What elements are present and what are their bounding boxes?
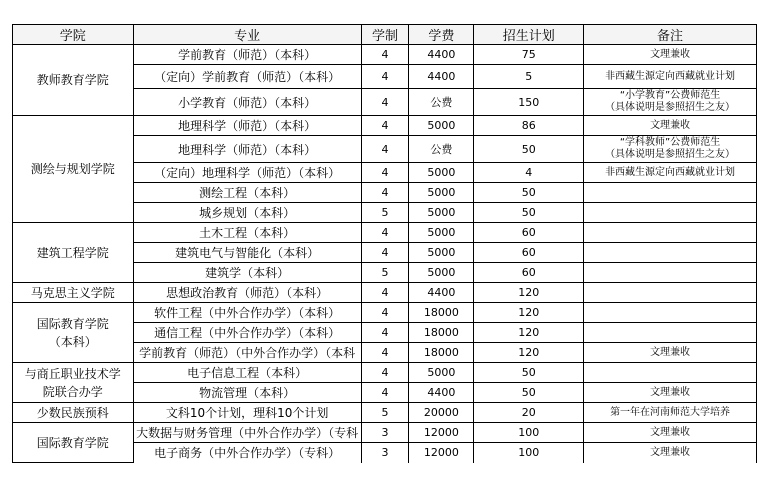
duration-cell: 5 [361, 203, 409, 223]
plan-cell: 120 [474, 323, 584, 343]
note-cell [584, 223, 757, 243]
college-cell: 马克思主义学院 [13, 283, 134, 303]
tuition-cell: 公费 [409, 136, 474, 163]
duration-cell: 4 [361, 383, 409, 403]
duration-cell: 4 [361, 163, 409, 183]
note-cell: 文理兼收 [584, 45, 757, 65]
tuition-cell: 5000 [409, 243, 474, 263]
plan-cell: 120 [474, 303, 584, 323]
college-cell: 建筑工程学院 [13, 223, 134, 283]
admissions-table [12, 24, 757, 463]
note-cell: 文理兼收 [584, 443, 757, 463]
major-cell: 思想政治教育（师范）（本科） [133, 283, 361, 303]
college-cell [13, 303, 134, 363]
table-row [13, 303, 757, 323]
major-cell: 地理科学（师范）（本科） [133, 136, 361, 163]
tuition-cell: 4400 [409, 65, 474, 89]
header-note: 备注 [584, 25, 757, 45]
plan-cell: 75 [474, 45, 584, 65]
plan-cell: 60 [474, 223, 584, 243]
header-tuition: 学费 [409, 25, 474, 45]
header-college: 学院 [13, 25, 134, 45]
plan-cell: 86 [474, 116, 584, 136]
major-cell: （定向）学前教育（师范）（本科） [133, 65, 361, 89]
college-line: 院联合办学 [42, 384, 103, 399]
note-line: （具体说明是参照招生之友） [605, 102, 736, 113]
college-cell: 国际教育学院 [13, 423, 134, 463]
tuition-cell: 5000 [409, 203, 474, 223]
major-cell: 物流管理（本科） [133, 383, 361, 403]
major-cell: 电子信息工程（本科） [133, 363, 361, 383]
duration-cell: 4 [361, 223, 409, 243]
tuition-cell: 4400 [409, 45, 474, 65]
note-cell [584, 283, 757, 303]
plan-cell: 100 [474, 443, 584, 463]
note-cell [584, 183, 757, 203]
major-cell: 大数据与财务管理（中外合作办学）（专科 [133, 423, 361, 443]
tuition-cell: 5000 [409, 183, 474, 203]
tuition-cell: 18000 [409, 323, 474, 343]
header-plan: 招生计划 [474, 25, 584, 45]
tuition-cell: 12000 [409, 423, 474, 443]
college-cell: 教师教育学院 [13, 45, 134, 116]
college-cell: 测绘与规划学院 [13, 116, 134, 223]
duration-cell: 4 [361, 303, 409, 323]
tuition-cell: 5000 [409, 223, 474, 243]
major-cell: 建筑电气与智能化（本科） [133, 243, 361, 263]
plan-cell: 120 [474, 283, 584, 303]
duration-cell: 4 [361, 136, 409, 163]
note-cell [584, 303, 757, 323]
duration-cell: 4 [361, 323, 409, 343]
tuition-cell: 4400 [409, 283, 474, 303]
duration-cell: 5 [361, 263, 409, 283]
plan-cell: 20 [474, 403, 584, 423]
plan-cell: 60 [474, 263, 584, 283]
plan-cell: 5 [474, 65, 584, 89]
note-cell [584, 203, 757, 223]
note-cell: 文理兼收 [584, 383, 757, 403]
plan-cell: 50 [474, 203, 584, 223]
note-cell: 文理兼收 [584, 343, 757, 363]
note-cell: 非西藏生源定向西藏就业计划 [584, 163, 757, 183]
plan-cell: 60 [474, 243, 584, 263]
major-cell: （定向）地理科学（师范）（本科） [133, 163, 361, 183]
college-line: 国际教育学院 [36, 316, 109, 331]
note-line: “学科教师”公费师范生 [619, 137, 721, 148]
major-cell: 软件工程（中外合作办学）（本科） [133, 303, 361, 323]
duration-cell: 3 [361, 443, 409, 463]
duration-cell: 3 [361, 423, 409, 443]
duration-cell: 4 [361, 89, 409, 116]
tuition-cell: 20000 [409, 403, 474, 423]
plan-cell: 120 [474, 343, 584, 363]
duration-cell: 4 [361, 283, 409, 303]
table-row [13, 423, 757, 443]
duration-cell: 5 [361, 403, 409, 423]
note-line: “小学教育”公费师范生 [619, 90, 721, 101]
plan-cell: 50 [474, 383, 584, 403]
major-cell: 建筑学（本科） [133, 263, 361, 283]
plan-cell: 4 [474, 163, 584, 183]
note-cell: 第一年在河南师范大学培养 [584, 403, 757, 423]
note-cell [584, 263, 757, 283]
major-cell: 学前教育（师范）（本科） [133, 45, 361, 65]
college-line: （本科） [48, 334, 97, 349]
major-cell: 土木工程（本科） [133, 223, 361, 243]
table-row [13, 283, 757, 303]
plan-cell: 100 [474, 423, 584, 443]
major-cell: 学前教育（师范）（中外合作办学）（本科 [133, 343, 361, 363]
plan-cell: 50 [474, 183, 584, 203]
major-cell: 文科10个计划，理科10个计划 [133, 403, 361, 423]
table-row [13, 45, 757, 65]
duration-cell: 4 [361, 243, 409, 263]
note-cell: 文理兼收 [584, 423, 757, 443]
college-cell [13, 363, 134, 403]
header-major: 专业 [133, 25, 361, 45]
major-cell: 测绘工程（本科） [133, 183, 361, 203]
plan-cell: 150 [474, 89, 584, 116]
tuition-cell: 公费 [409, 89, 474, 116]
tuition-cell: 4400 [409, 383, 474, 403]
table-row [13, 363, 757, 383]
major-cell: 通信工程（中外合作办学）（本科） [133, 323, 361, 343]
tuition-cell: 5000 [409, 263, 474, 283]
table-row [13, 403, 757, 423]
major-cell: 小学教育（师范）（本科） [133, 89, 361, 116]
header-row [13, 25, 757, 45]
tuition-cell: 12000 [409, 443, 474, 463]
admissions-table-sheet [12, 24, 757, 463]
tuition-cell: 5000 [409, 163, 474, 183]
plan-cell: 50 [474, 136, 584, 163]
header-duration: 学制 [361, 25, 409, 45]
table-row [13, 223, 757, 243]
note-cell: 文理兼收 [584, 116, 757, 136]
major-cell: 地理科学（师范）（本科） [133, 116, 361, 136]
tuition-cell: 18000 [409, 343, 474, 363]
tuition-cell: 18000 [409, 303, 474, 323]
plan-cell: 50 [474, 363, 584, 383]
note-cell [584, 136, 757, 163]
note-cell [584, 323, 757, 343]
major-cell: 电子商务（中外合作办学）（专科） [133, 443, 361, 463]
note-cell [584, 89, 757, 116]
college-line: 与商丘职业技术学 [24, 366, 121, 381]
duration-cell: 4 [361, 116, 409, 136]
note-cell: 非西藏生源定向西藏就业计划 [584, 65, 757, 89]
college-cell: 少数民族预科 [13, 403, 134, 423]
duration-cell: 4 [361, 65, 409, 89]
duration-cell: 4 [361, 45, 409, 65]
major-cell: 城乡规划（本科） [133, 203, 361, 223]
note-line: （具体说明是参照招生之友） [605, 149, 736, 160]
note-cell [584, 243, 757, 263]
note-cell [584, 363, 757, 383]
duration-cell: 4 [361, 363, 409, 383]
tuition-cell: 5000 [409, 363, 474, 383]
tuition-cell: 5000 [409, 116, 474, 136]
table-row [13, 116, 757, 136]
duration-cell: 4 [361, 183, 409, 203]
duration-cell: 4 [361, 343, 409, 363]
